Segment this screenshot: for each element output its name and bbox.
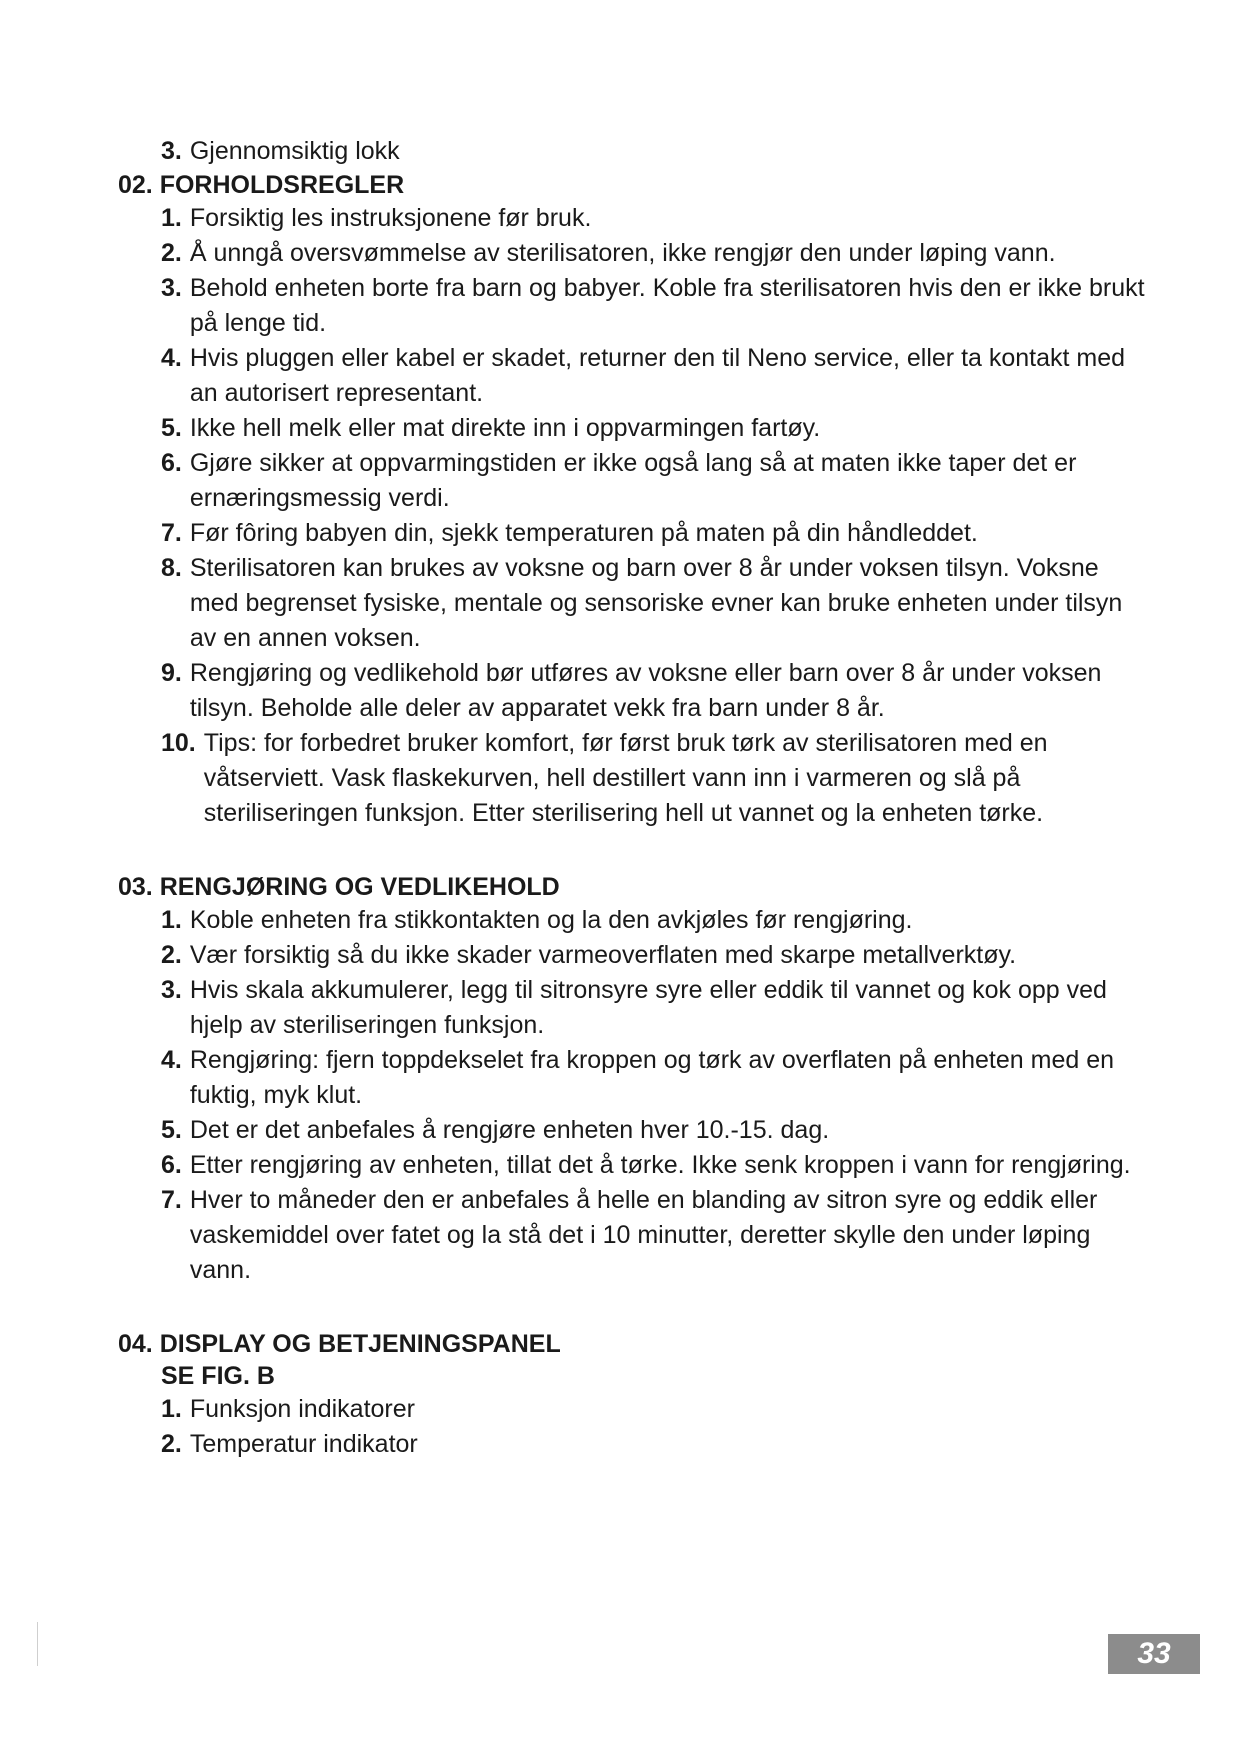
list-item	[161, 1043, 1148, 1113]
item-number: 2.	[161, 941, 182, 969]
item-text: Temperatur indikator	[189, 1430, 418, 1458]
margin-divider	[37, 1622, 38, 1666]
item-text: Vær forsiktig så du ikke skader varmeoverflaten med skarpe metallverktøy.	[189, 941, 1017, 969]
item-number: 5.	[161, 414, 182, 442]
section-display-panel	[118, 1328, 1148, 1462]
list-item	[161, 516, 1148, 551]
item-number: 2.	[161, 239, 182, 267]
item-text: Etter rengjøring av enheten, tillat det å tørke. Ikke senk kroppen i vann for rengjøring.	[189, 1151, 1131, 1179]
item-text: Tips: for forbedret bruker komfort, før først bruk tørk av sterilisatoren med en våtserviett. Vask flaskekurven, hell destillert vann inn i varmeren og slå på steriliseringen funksjon. Etter sterilisering hell ut vannet og la enheten tørke.	[203, 729, 1048, 827]
item-number: 3.	[161, 274, 182, 302]
item-number: 4.	[161, 1046, 182, 1074]
item-number: 9.	[161, 659, 182, 687]
item-number: 1.	[161, 204, 182, 232]
item-text: Ikke hell melk eller mat direkte inn i oppvarmingen fartøy.	[189, 414, 821, 442]
item-number: 7.	[161, 1186, 182, 1214]
item-text: Funksjon indikatorer	[189, 1395, 415, 1423]
item-text: Rengjøring: fjern toppdekselet fra kroppen og tørk av overflaten på enheten med en fuktig, myk klut.	[189, 1046, 1115, 1109]
list-item	[161, 134, 1148, 169]
item-number: 3.	[161, 137, 182, 165]
cleaning-list	[118, 903, 1148, 1288]
list-item	[161, 201, 1148, 236]
item-text: Hvis pluggen eller kabel er skadet, returner den til Neno service, eller ta kontakt med an autorisert representant.	[189, 344, 1126, 407]
item-text: Hver to måneder den er anbefales å helle en blanding av sitron syre og eddik eller vaskemiddel over fatet og la stå det i 10 minutter, deretter skylle den under løping vann.	[189, 1186, 1098, 1284]
list-item	[161, 656, 1148, 726]
item-number: 6.	[161, 449, 182, 477]
list-item	[161, 446, 1148, 516]
item-number: 3.	[161, 976, 182, 1004]
item-text: Gjøre sikker at oppvarmingstiden er ikke også lang så at maten ikke taper det er ernæringsmessig verdi.	[189, 449, 1077, 512]
item-number: 1.	[161, 906, 182, 934]
page-number: 33	[1108, 1634, 1200, 1674]
item-text: Forsiktig les instruksjonene før bruk.	[189, 204, 592, 232]
list-item	[161, 1427, 1148, 1462]
section-heading: 04. DISPLAY OG BETJENINGSPANEL	[118, 1330, 561, 1358]
item-text: Koble enheten fra stikkontakten og la den avkjøles før rengjøring.	[189, 906, 913, 934]
item-number: 2.	[161, 1430, 182, 1458]
section-subheading: SE FIG. B	[161, 1362, 275, 1390]
item-text: Hvis skala akkumulerer, legg til sitronsyre syre eller eddik til vannet og kok opp ved hjelp av steriliseringen funksjon.	[189, 976, 1107, 1039]
precautions-list	[118, 201, 1148, 831]
list-item	[161, 1113, 1148, 1148]
list-item	[161, 903, 1148, 938]
item-number: 7.	[161, 519, 182, 547]
list-item	[161, 973, 1148, 1043]
page-content	[118, 134, 1148, 1502]
list-item	[161, 551, 1148, 656]
item-number: 10.	[161, 729, 196, 757]
list-item	[161, 341, 1148, 411]
list-item	[161, 1148, 1148, 1183]
item-text: Behold enheten borte fra barn og babyer. Koble fra sterilisatoren hvis den er ikke brukt på lenge tid.	[189, 274, 1145, 337]
item-text: Sterilisatoren kan brukes av voksne og barn over 8 år under voksen tilsyn. Voksne med begrenset fysiske, mentale og sensoriske evner kan bruke enheten under tilsyn av en annen voksen.	[189, 554, 1123, 652]
item-text: Før fôring babyen din, sjekk temperaturen på maten på din håndleddet.	[189, 519, 978, 547]
item-number: 8.	[161, 554, 182, 582]
section-cleaning	[118, 871, 1148, 1288]
intro-list	[118, 134, 1148, 169]
list-item	[161, 726, 1148, 831]
list-item	[161, 938, 1148, 973]
list-item	[161, 1183, 1148, 1288]
section-precautions	[118, 169, 1148, 831]
section-heading: 03. RENGJØRING OG VEDLIKEHOLD	[118, 873, 560, 901]
list-item	[161, 411, 1148, 446]
item-text: Å unngå oversvømmelse av sterilisatoren, ikke rengjør den under løping vann.	[189, 239, 1056, 267]
item-number: 1.	[161, 1395, 182, 1423]
section-heading: 02. FORHOLDSREGLER	[118, 171, 405, 199]
item-text: Det er det anbefales å rengjøre enheten hver 10.-15. dag.	[189, 1116, 830, 1144]
item-text: Gjennomsiktig lokk	[189, 137, 400, 165]
item-number: 5.	[161, 1116, 182, 1144]
list-item	[161, 236, 1148, 271]
item-number: 4.	[161, 344, 182, 372]
item-number: 6.	[161, 1151, 182, 1179]
display-panel-list	[118, 1392, 1148, 1462]
list-item	[161, 1392, 1148, 1427]
list-item	[161, 271, 1148, 341]
item-text: Rengjøring og vedlikehold bør utføres av voksne eller barn over 8 år under voksen tilsyn. Beholde alle deler av apparatet vekk fra barn under 8 år.	[189, 659, 1102, 722]
